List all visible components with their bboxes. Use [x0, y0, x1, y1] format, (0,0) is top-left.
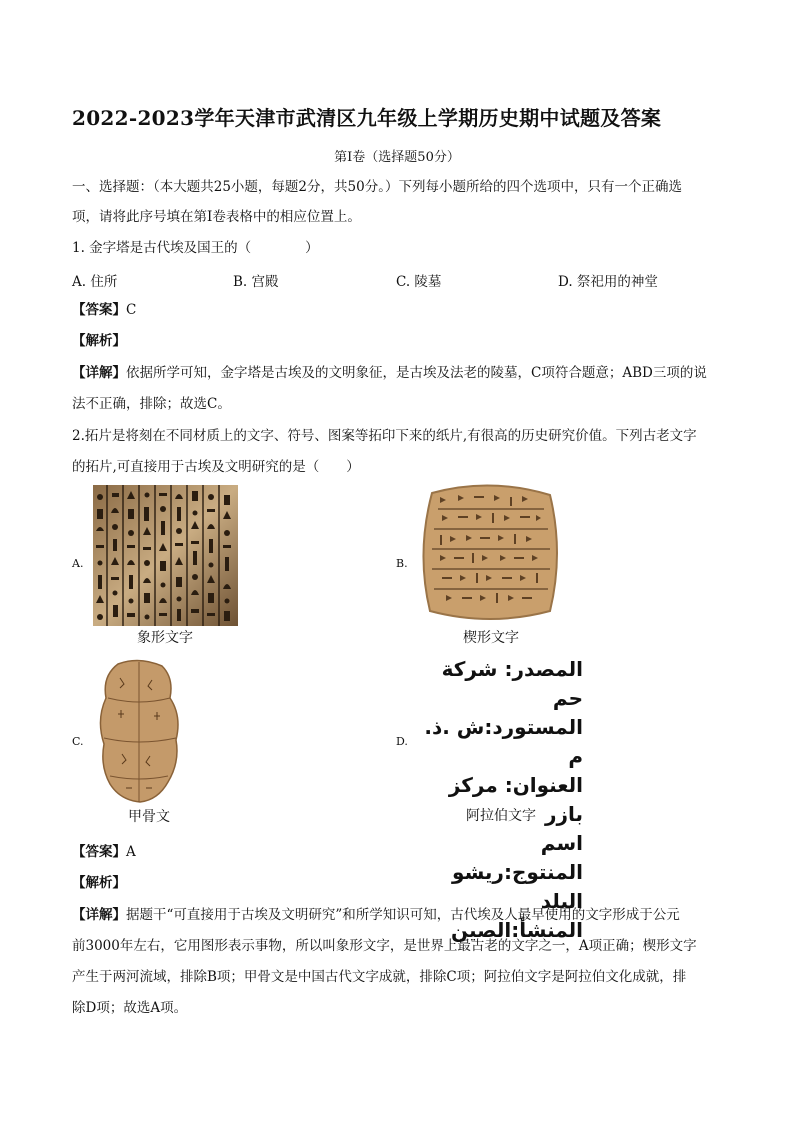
option-d-label: D. [396, 735, 408, 748]
answer-tag: 【答案】 [72, 302, 126, 318]
arabic-line-4: اسم المنتوج:ريشو [452, 831, 583, 884]
question-1-answer [72, 301, 136, 319]
question-1-option-d: D. 祭祀用的神堂 [558, 274, 658, 290]
arabic-line-3: العنوان: مركز بازر [448, 773, 583, 826]
question-1-option-a: A. 住所 [72, 274, 118, 290]
question-2-detail-line-3: 产生于两河流域，排除B项；甲骨文是中国古代文字成就，排除C项；阿拉伯文字是阿拉伯文化成就，排 [72, 969, 687, 985]
arabic-line-5: البلد المنشأ:الصين [450, 889, 583, 942]
cuneiform-tablet-image [418, 483, 562, 623]
question-2-analysis [72, 874, 126, 892]
option-c-caption: 甲骨文 [128, 809, 170, 825]
question-1-stem: 1. 金字塔是古代埃及国王的（ ） [72, 240, 319, 256]
option-d-caption: 阿拉伯文字 [466, 808, 536, 824]
option-a-label: A. [72, 557, 84, 570]
section-subtitle: 第Ⅰ卷（选择题50分） [334, 150, 460, 165]
analysis-tag: 【解析】 [72, 333, 126, 349]
question-1-option-b: B. 宫殿 [233, 274, 279, 290]
detail-tag: 【详解】 [72, 907, 126, 923]
question-2-detail-line-1: 【详解】据题干“可直接用于古埃及文明研究”和所学知识可知，古代埃及人最早使用的文字形成于公元 [72, 907, 680, 923]
answer-value: A [126, 844, 136, 860]
question-2-stem-line-1: 2.拓片是将刻在不同材质上的文字、符号、图案等拓印下来的纸片,有很高的历史研究价值。下列古老文字 [72, 428, 697, 444]
hieroglyph-image [93, 485, 238, 626]
question-2-detail-line-2: 前3000年左右，它用图形表示事物，所以叫象形文字，是世界上最古老的文字之一，A项正确；楔形文字 [72, 938, 697, 954]
arabic-line-2: المستورد:ش .ذ. م [424, 715, 583, 768]
answer-tag: 【答案】 [72, 844, 126, 860]
option-b-caption: 楔形文字 [463, 630, 519, 646]
question-1-option-c: C. 陵墓 [396, 274, 442, 290]
detail-tag: 【详解】 [72, 365, 126, 381]
question-1-detail-line-1: 【详解】依据所学可知，金字塔是古埃及的文明象征，是古埃及法老的陵墓，C项符合题意；ABD三项的说 [72, 365, 707, 381]
question-2-detail-line-4: 除D项；故选A项。 [72, 1000, 188, 1016]
question-1-detail-line-2: 法不正确，排除；故选C。 [72, 396, 231, 412]
oracle-bone-image [96, 658, 182, 804]
section-intro-line-2: 项，请将此序号填在第Ⅰ卷表格中的相应位置上。 [72, 209, 361, 225]
section-intro-line-1: 一、选择题：（本大题共25小题，每题2分，共50分。）下列每小题所给的四个选项中，只有一个正确选 [72, 179, 682, 195]
question-2-answer [72, 843, 136, 861]
option-c-label: C. [72, 735, 84, 748]
option-a-caption: 象形文字 [137, 630, 193, 646]
arabic-line-1: المصدر: شركة حم [441, 657, 583, 710]
page-title: 2022-2023学年天津市武清区九年级上学期历史期中试题及答案 [72, 106, 662, 130]
question-2-stem-line-2: 的拓片,可直接用于古埃及文明研究的是（ ） [72, 459, 360, 475]
option-b-label: B. [396, 557, 408, 570]
question-1-analysis [72, 332, 126, 350]
analysis-tag: 【解析】 [72, 875, 126, 891]
arabic-text-image [415, 655, 583, 945]
answer-value: C [126, 302, 137, 318]
